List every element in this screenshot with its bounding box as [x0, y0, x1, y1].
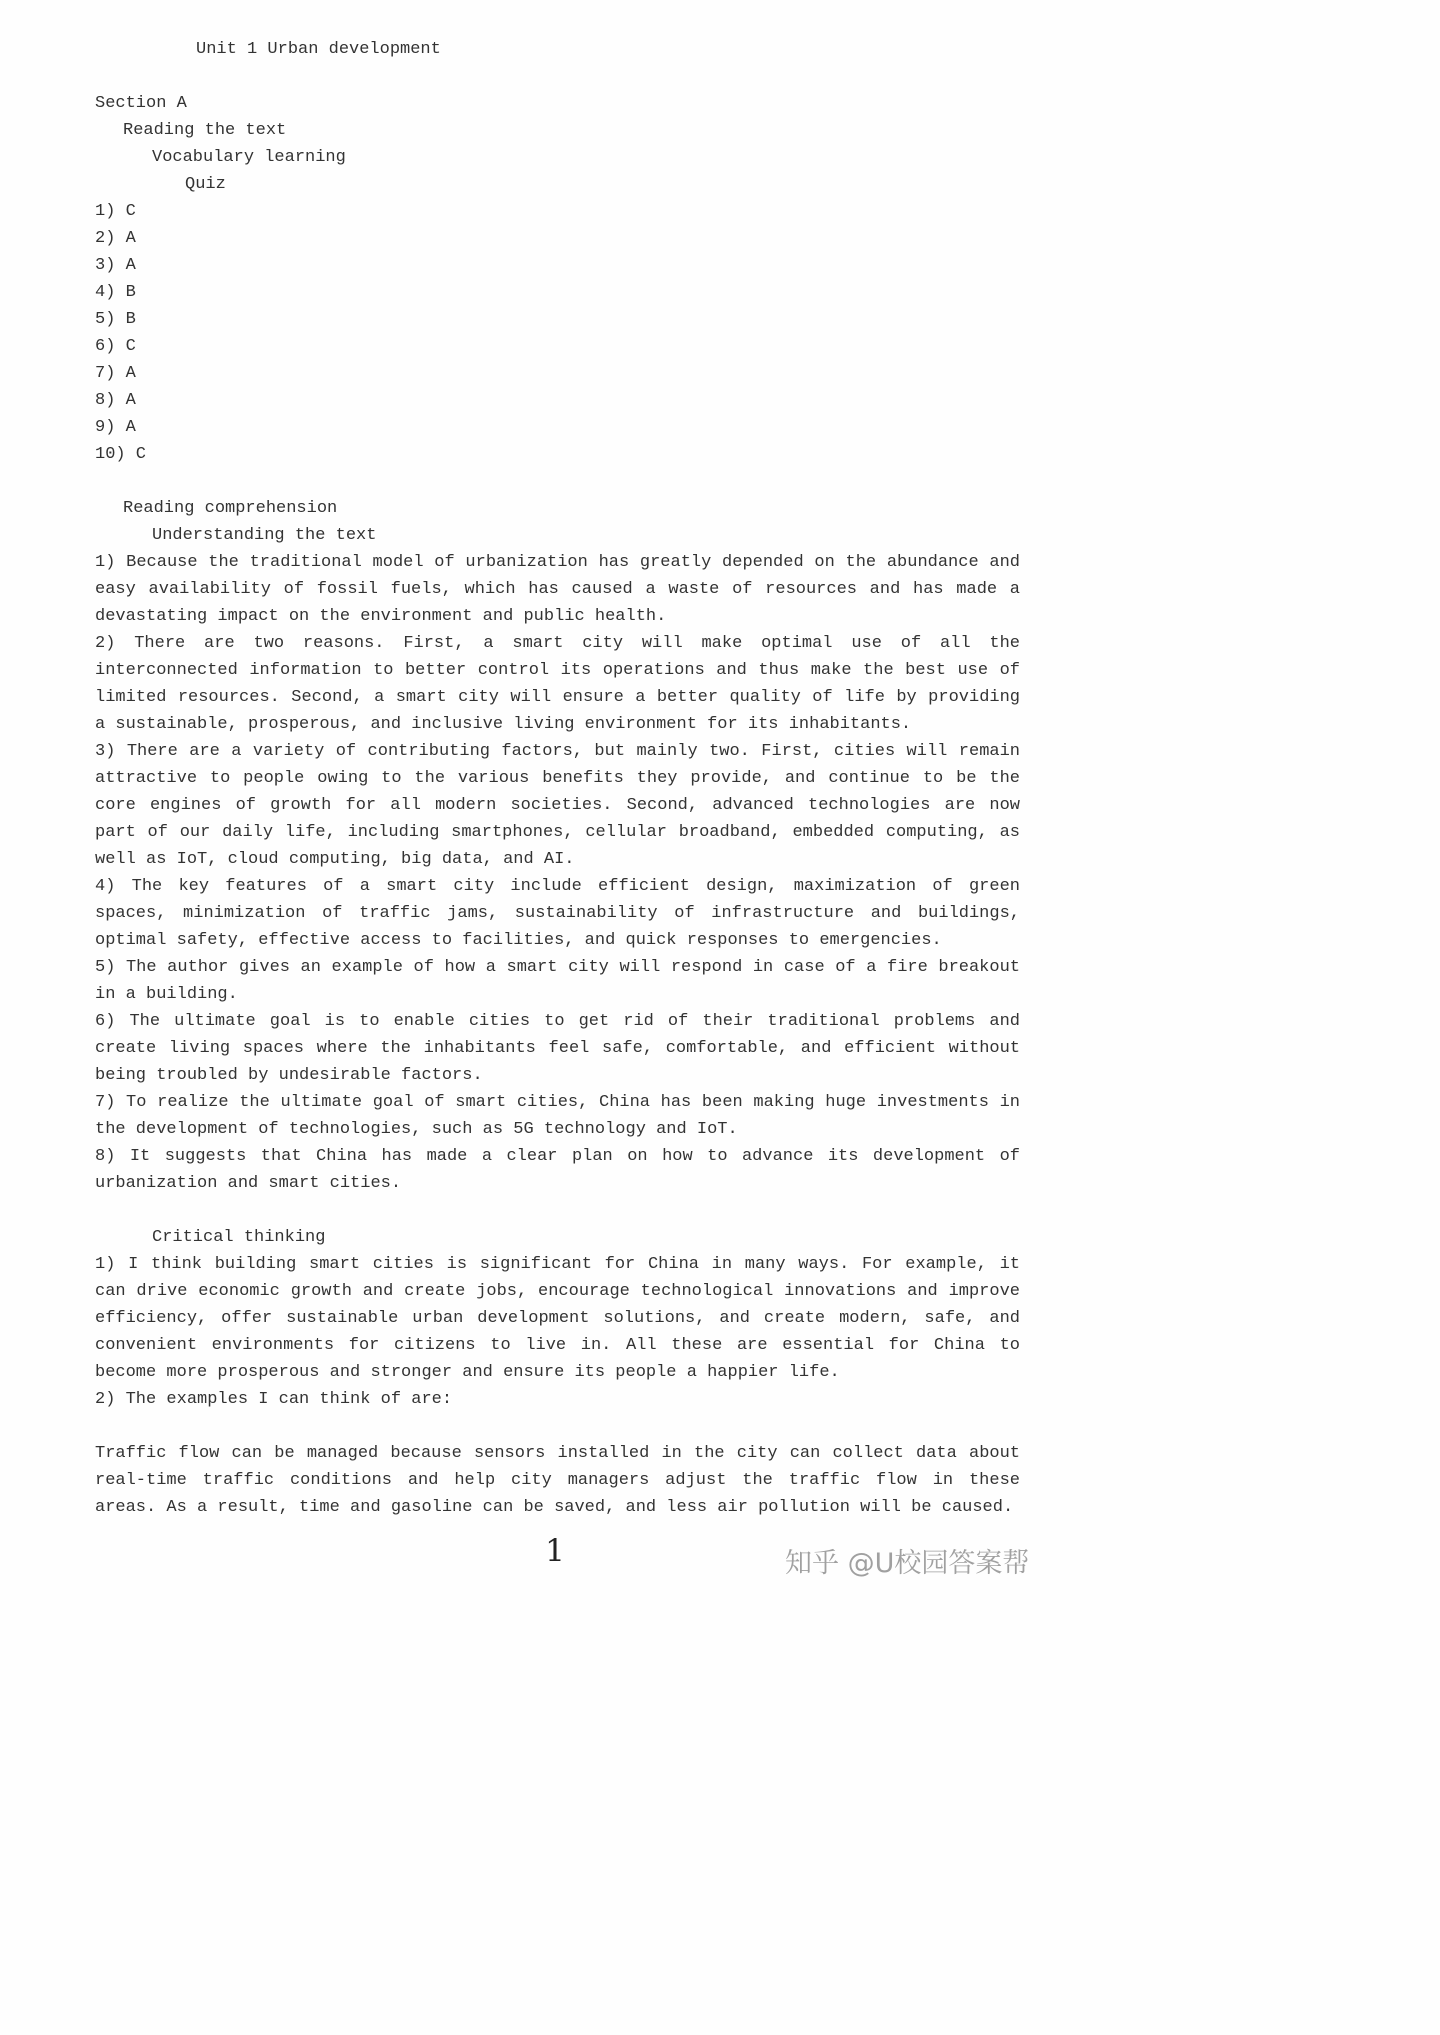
- ct-answer-paragraph: 1) I think building smart cities is significant for China in many ways. For example, it can drive economic growth and create jobs, encourage technological innovations and improve efficiency, offer sustainable urban development solutions, and create modern, safe, and convenient environments for citizens to live in. All these are essential for China to become more prosperous and stronger and ensure its people a happier life.: [95, 1255, 1020, 1382]
- critical-thinking-heading: Critical thinking: [152, 1228, 326, 1247]
- rc-answer-paragraph: 1) Because the traditional model of urbanization has greatly depended on the abundance and easy availability of fossil fuels, which has caused a waste of resources and has made a devastating impact on the environment and public health.: [95, 553, 1020, 626]
- ct-answer-paragraph: 2) The examples I can think of are:: [95, 1390, 453, 1409]
- quiz-heading: Quiz: [185, 175, 226, 194]
- rc-answer-paragraph: 7) To realize the ultimate goal of smart cities, China has been making huge investments in the development of technologies, such as 5G technology and IoT.: [95, 1093, 1020, 1139]
- rc-answer-paragraph: 4) The key features of a smart city include efficient design, maximization of green spaces, minimization of traffic jams, sustainability of infrastructure and buildings, optimal safety, effective access to facilities, and quick responses to emergencies.: [95, 877, 1020, 950]
- blank-line: [95, 63, 1020, 90]
- ct-example-paragraph: Traffic flow can be managed because sensors installed in the city can collect data about real-time traffic conditions and help city managers adjust the traffic flow in these areas. As a result, time and gasoline can be saved, and less air pollution will be caused.: [95, 1444, 1020, 1517]
- rc-answer-paragraph: 2) There are two reasons. First, a smart city will make optimal use of all the interconnected information to better control its operations and thus make the best use of limited resources. Second, a smart city will ensure a better quality of life by providing a sustainable, prosperous, and inclusive living environment for its inhabitants.: [95, 634, 1020, 734]
- quiz-answer: 4) B: [95, 283, 136, 302]
- quiz-answer: 10) C: [95, 445, 147, 464]
- vocabulary-learning-heading: Vocabulary learning: [152, 148, 346, 167]
- quiz-answer: 8) A: [95, 391, 136, 410]
- page-footer: [0, 1533, 1110, 1579]
- blank-line: [95, 1413, 1020, 1440]
- reading-the-text-heading: Reading the text: [123, 121, 287, 140]
- quiz-answer: 1) C: [95, 202, 136, 221]
- reading-comprehension-heading: Reading comprehension: [123, 499, 338, 518]
- rc-answer-paragraph: 6) The ultimate goal is to enable cities to get rid of their traditional problems and create living spaces where the inhabitants feel safe, comfortable, and efficient without being troubled by undesirable factors.: [95, 1012, 1020, 1085]
- blank-line: [95, 468, 1020, 495]
- unit-title: Unit 1 Urban development: [196, 40, 441, 59]
- quiz-answer: 7) A: [95, 364, 136, 383]
- section-a-heading: Section A: [95, 94, 187, 113]
- understanding-the-text-heading: Understanding the text: [152, 526, 377, 545]
- quiz-answer: 9) A: [95, 418, 136, 437]
- watermark: 知乎 @U校园答案帮: [785, 1548, 1030, 1579]
- quiz-answer: 2) A: [95, 229, 136, 248]
- quiz-answer: 5) B: [95, 310, 136, 329]
- blank-line: [95, 1197, 1020, 1224]
- quiz-answer: 6) C: [95, 337, 136, 356]
- quiz-answer: 3) A: [95, 256, 136, 275]
- page-number: 1: [545, 1533, 565, 1569]
- rc-answer-paragraph: 5) The author gives an example of how a smart city will respond in case of a fire breakout in a building.: [95, 958, 1020, 1004]
- rc-answer-paragraph: 8) It suggests that China has made a clear plan on how to advance its development of urbanization and smart cities.: [95, 1147, 1020, 1193]
- rc-answer-paragraph: 3) There are a variety of contributing factors, but mainly two. First, cities will remain attractive to people owing to the various benefits they provide, and continue to be the core engines of growth for all modern societies. Second, advanced technologies are now part of our daily life, including smartphones, cellular broadband, embedded computing, as well as IoT, cloud computing, big data, and AI.: [95, 742, 1020, 869]
